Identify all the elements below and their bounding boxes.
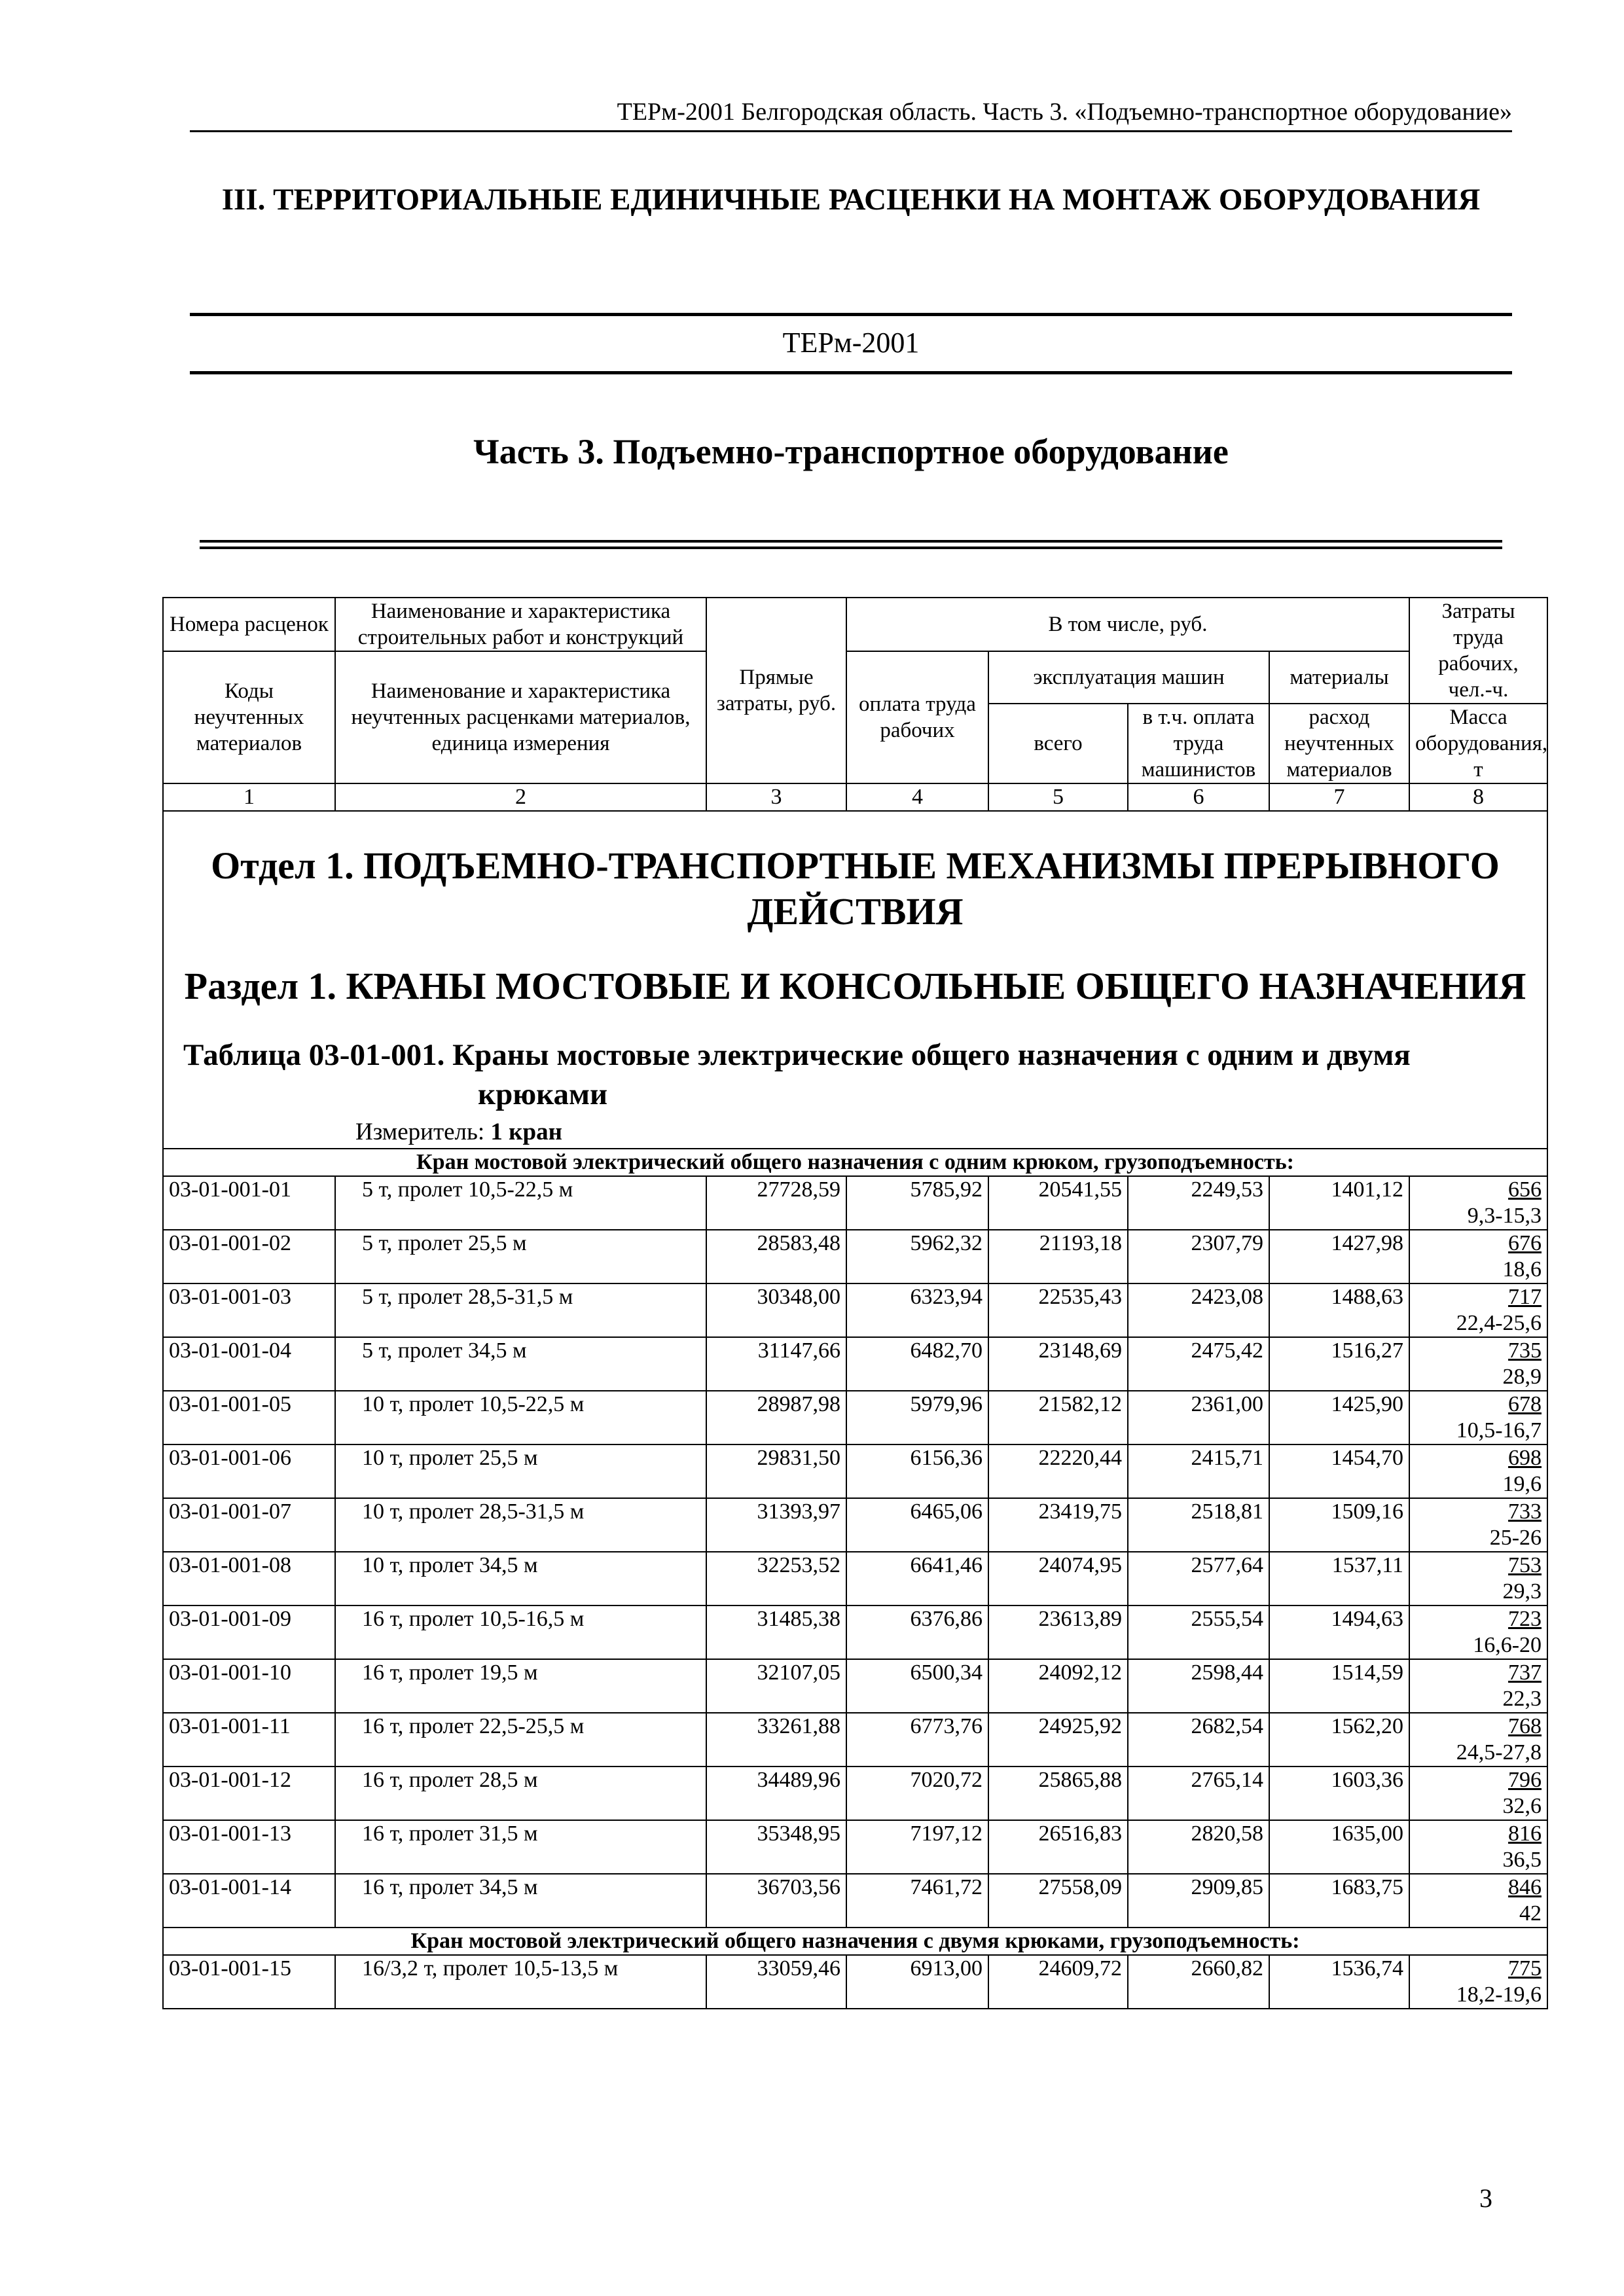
table-row <box>163 1498 1547 1552</box>
mass: 28,9 <box>1502 1365 1542 1389</box>
materials: 1454,70 <box>1269 1444 1409 1498</box>
razdel-title: Раздел 1. КРАНЫ МОСТОВЫЕ И КОНСОЛЬНЫЕ ОБЩЕГО НАЗНАЧЕНИЯ <box>184 965 1526 1007</box>
machines-header: эксплуатация машин <box>988 651 1269 704</box>
direct-costs: 28583,48 <box>706 1230 846 1283</box>
table-row <box>163 1391 1547 1444</box>
measure-label: Измеритель: <box>355 1119 485 1145</box>
rate-code: 03-01-001-08 <box>163 1552 335 1605</box>
materials: 1683,75 <box>1269 1874 1409 1928</box>
table-row <box>163 1337 1547 1391</box>
labor: 676 <box>1508 1231 1542 1255</box>
mass: 29,3 <box>1502 1579 1542 1604</box>
labor-mass <box>1409 1498 1547 1552</box>
machines-total: 20541,55 <box>988 1176 1128 1230</box>
mass: 22,4-25,6 <box>1456 1311 1542 1335</box>
machines-total: 24092,12 <box>988 1659 1128 1713</box>
rate-name: 5 т, пролет 25,5 м <box>335 1230 706 1283</box>
materials: 1494,63 <box>1269 1605 1409 1659</box>
labor-mass <box>1409 1767 1547 1820</box>
table-row <box>163 1659 1547 1713</box>
labor: 796 <box>1508 1768 1542 1792</box>
machines-wages: 2765,14 <box>1128 1767 1269 1820</box>
rate-name: 10 т, пролет 34,5 м <box>335 1552 706 1605</box>
machines-wages: 2307,79 <box>1128 1230 1269 1283</box>
machines-total: 21193,18 <box>988 1230 1128 1283</box>
direct-costs-header: Прямые затраты, руб. <box>706 598 846 783</box>
table-row <box>163 1713 1547 1767</box>
direct-costs: 28987,98 <box>706 1391 846 1444</box>
materials: 1536,74 <box>1269 1955 1409 2009</box>
machines-wages: 2555,54 <box>1128 1605 1269 1659</box>
table-title-line2: крюками <box>478 1077 608 1111</box>
direct-costs: 32253,52 <box>706 1552 846 1605</box>
double-rule <box>200 540 1502 549</box>
mass: 10,5-16,7 <box>1456 1418 1542 1443</box>
rate-name: 10 т, пролет 25,5 м <box>335 1444 706 1498</box>
materials: 1427,98 <box>1269 1230 1409 1283</box>
labor-mass <box>1409 1444 1547 1498</box>
section-title: III. ТЕРРИТОРИАЛЬНЫЕ ЕДИНИЧНЫЕ РАСЦЕНКИ НА МОНТАЖ ОБОРУДОВАНИЯ <box>221 183 1481 217</box>
labor: 717 <box>1508 1285 1542 1309</box>
wages: 5785,92 <box>846 1176 988 1230</box>
part-title: Часть 3. Подъемно-транспортное оборудование <box>473 432 1229 471</box>
labor-mass <box>1409 1820 1547 1874</box>
rate-code: 03-01-001-15 <box>163 1955 335 2009</box>
rate-name: 16 т, пролет 10,5-16,5 м <box>335 1605 706 1659</box>
direct-costs: 29831,50 <box>706 1444 846 1498</box>
including-header: В том числе, руб. <box>846 598 1409 651</box>
machines-wages: 2577,64 <box>1128 1552 1269 1605</box>
machines-total: 25865,88 <box>988 1767 1128 1820</box>
machines-wages: 2820,58 <box>1128 1820 1269 1874</box>
machines-total: 21582,12 <box>988 1391 1128 1444</box>
wages: 5962,32 <box>846 1230 988 1283</box>
table-title <box>169 1035 1542 1114</box>
col-number: 6 <box>1128 783 1269 811</box>
mass: 18,6 <box>1502 1257 1542 1282</box>
labor: 723 <box>1508 1607 1542 1631</box>
materials: 1603,36 <box>1269 1767 1409 1820</box>
rate-name: 5 т, пролет 10,5-22,5 м <box>335 1176 706 1230</box>
col-number: 3 <box>706 783 846 811</box>
machines-total: 22535,43 <box>988 1283 1128 1337</box>
rate-name: 16 т, пролет 22,5-25,5 м <box>335 1713 706 1767</box>
rate-code: 03-01-001-14 <box>163 1874 335 1928</box>
rate-code: 03-01-001-12 <box>163 1767 335 1820</box>
machines-total: 24074,95 <box>988 1552 1128 1605</box>
rate-name: 5 т, пролет 28,5-31,5 м <box>335 1283 706 1337</box>
labor-mass <box>1409 1230 1547 1283</box>
mass: 9,3-15,3 <box>1467 1204 1542 1228</box>
col2-top-header: Наименование и характеристика строительных работ и конструкций <box>335 598 706 651</box>
wages: 5979,96 <box>846 1391 988 1444</box>
mass: 19,6 <box>1502 1472 1542 1496</box>
machines-wages: 2682,54 <box>1128 1713 1269 1767</box>
wages: 7020,72 <box>846 1767 988 1820</box>
wages-header: оплата труда рабочих <box>846 651 988 783</box>
materials: 1635,00 <box>1269 1820 1409 1874</box>
rate-code: 03-01-001-03 <box>163 1283 335 1337</box>
measure-value: 1 кран <box>490 1119 562 1145</box>
machines-total: 23613,89 <box>988 1605 1128 1659</box>
machines-wages: 2249,53 <box>1128 1176 1269 1230</box>
materials: 1516,27 <box>1269 1337 1409 1391</box>
table-row <box>163 1605 1547 1659</box>
machines-wages: 2598,44 <box>1128 1659 1269 1713</box>
rate-code: 03-01-001-02 <box>163 1230 335 1283</box>
materials: 1425,90 <box>1269 1391 1409 1444</box>
materials: 1401,12 <box>1269 1176 1409 1230</box>
labor-mass <box>1409 1605 1547 1659</box>
labor: 775 <box>1508 1956 1542 1981</box>
labor: 768 <box>1508 1714 1542 1738</box>
rate-code: 03-01-001-09 <box>163 1605 335 1659</box>
wages: 6500,34 <box>846 1659 988 1713</box>
wages: 6376,86 <box>846 1605 988 1659</box>
direct-costs: 33059,46 <box>706 1955 846 2009</box>
labor-mass <box>1409 1713 1547 1767</box>
labor-mass <box>1409 1659 1547 1713</box>
division-title: Отдел 1. ПОДЪЕМНО-ТРАНСПОРТНЫЕ МЕХАНИЗМЫ ПРЕРЫВНОГО ДЕЙСТВИЯ <box>211 844 1500 933</box>
materials-sub-header: расход неучтенных материалов <box>1269 704 1409 783</box>
labor-mass <box>1409 1337 1547 1391</box>
wages: 7461,72 <box>846 1874 988 1928</box>
rate-name: 16 т, пролет 19,5 м <box>335 1659 706 1713</box>
machines-total: 26516,83 <box>988 1820 1128 1874</box>
machines-total: 24609,72 <box>988 1955 1128 2009</box>
labor-header: Затраты труда рабочих, чел.-ч. <box>1409 598 1547 704</box>
materials-header: материалы <box>1269 651 1409 704</box>
wages: 6323,94 <box>846 1283 988 1337</box>
wages: 6913,00 <box>846 1955 988 2009</box>
table-heading-cell <box>163 811 1547 1149</box>
machines-wages: 2423,08 <box>1128 1283 1269 1337</box>
mass: 24,5-27,8 <box>1456 1740 1542 1765</box>
labor: 698 <box>1508 1446 1542 1470</box>
rate-code: 03-01-001-01 <box>163 1176 335 1230</box>
rate-name: 5 т, пролет 34,5 м <box>335 1337 706 1391</box>
rate-name: 10 т, пролет 28,5-31,5 м <box>335 1498 706 1552</box>
labor: 816 <box>1508 1821 1542 1846</box>
table-row <box>163 1955 1547 2009</box>
materials: 1509,16 <box>1269 1498 1409 1552</box>
machines-wages: 2909,85 <box>1128 1874 1269 1928</box>
direct-costs: 33261,88 <box>706 1713 846 1767</box>
labor: 678 <box>1508 1392 1542 1416</box>
direct-costs: 35348,95 <box>706 1820 846 1874</box>
measure-unit <box>169 1117 1542 1148</box>
table-row <box>163 1552 1547 1605</box>
table-title-line1: Таблица 03-01-001. Краны мостовые электрические общего назначения с одним и двумя <box>183 1038 1411 1072</box>
labor-mass <box>1409 1874 1547 1928</box>
wages: 6482,70 <box>846 1337 988 1391</box>
rate-code: 03-01-001-13 <box>163 1820 335 1874</box>
materials: 1488,63 <box>1269 1283 1409 1337</box>
table-row <box>163 1176 1547 1230</box>
direct-costs: 31485,38 <box>706 1605 846 1659</box>
labor-mass <box>1409 1283 1547 1337</box>
page-number: 3 <box>1479 2183 1492 2213</box>
col2-bottom-header: Наименование и характеристика неучтенных расценками материалов, единица измерения <box>335 651 706 783</box>
col-number: 2 <box>335 783 706 811</box>
labor: 733 <box>1508 1499 1542 1524</box>
rate-name: 10 т, пролет 10,5-22,5 м <box>335 1391 706 1444</box>
table-row <box>163 1874 1547 1928</box>
direct-costs: 30348,00 <box>706 1283 846 1337</box>
wages: 7197,12 <box>846 1820 988 1874</box>
col-number: 4 <box>846 783 988 811</box>
machines-wages: 2518,81 <box>1128 1498 1269 1552</box>
mass: 16,6-20 <box>1473 1633 1542 1657</box>
machines-total-header: всего <box>988 704 1128 783</box>
direct-costs: 31147,66 <box>706 1337 846 1391</box>
materials: 1537,11 <box>1269 1552 1409 1605</box>
rate-code: 03-01-001-06 <box>163 1444 335 1498</box>
rate-name: 16 т, пролет 31,5 м <box>335 1820 706 1874</box>
direct-costs: 36703,56 <box>706 1874 846 1928</box>
wages: 6641,46 <box>846 1552 988 1605</box>
group-heading-one-hook: Кран мостовой электрический общего назначения с одним крюком, грузоподъемность: <box>163 1149 1547 1176</box>
rate-name: 16 т, пролет 28,5 м <box>335 1767 706 1820</box>
direct-costs: 31393,97 <box>706 1498 846 1552</box>
rates-table <box>162 597 1548 2009</box>
wages: 6156,36 <box>846 1444 988 1498</box>
machines-wages: 2660,82 <box>1128 1955 1269 2009</box>
table-row <box>163 1444 1547 1498</box>
labor: 846 <box>1508 1875 1542 1899</box>
col1-bottom-header: Коды неучтенных материалов <box>163 651 335 783</box>
rate-code: 03-01-001-07 <box>163 1498 335 1552</box>
rate-name: 16/3,2 т, пролет 10,5-13,5 м <box>335 1955 706 2009</box>
table-row <box>163 1283 1547 1337</box>
col-number: 1 <box>163 783 335 811</box>
mass: 42 <box>1519 1901 1542 1926</box>
machines-wages-header: в т.ч. оплата труда машинистов <box>1128 704 1269 783</box>
mass: 25-26 <box>1489 1526 1542 1550</box>
machines-total: 22220,44 <box>988 1444 1128 1498</box>
rate-code: 03-01-001-11 <box>163 1713 335 1767</box>
direct-costs: 32107,05 <box>706 1659 846 1713</box>
standard-code: ТЕРм-2001 <box>190 313 1512 374</box>
group-heading-two-hooks: Кран мостовой электрический общего назначения с двумя крюками, грузоподъемность: <box>163 1928 1547 1955</box>
machines-total: 23148,69 <box>988 1337 1128 1391</box>
labor-mass <box>1409 1955 1547 2009</box>
direct-costs: 34489,96 <box>706 1767 846 1820</box>
materials: 1514,59 <box>1269 1659 1409 1713</box>
rate-code: 03-01-001-04 <box>163 1337 335 1391</box>
col-number: 8 <box>1409 783 1547 811</box>
table-row <box>163 1230 1547 1283</box>
labor: 753 <box>1508 1553 1542 1577</box>
wages: 6773,76 <box>846 1713 988 1767</box>
machines-total: 24925,92 <box>988 1713 1128 1767</box>
rate-code: 03-01-001-05 <box>163 1391 335 1444</box>
col1-top-header: Номера расценок <box>163 598 335 651</box>
table-row <box>163 1767 1547 1820</box>
col-number: 7 <box>1269 783 1409 811</box>
mass: 32,6 <box>1502 1794 1542 1818</box>
rate-code: 03-01-001-10 <box>163 1659 335 1713</box>
machines-total: 27558,09 <box>988 1874 1128 1928</box>
table-row <box>163 1820 1547 1874</box>
labor-mass <box>1409 1176 1547 1230</box>
machines-wages: 2361,00 <box>1128 1391 1269 1444</box>
direct-costs: 27728,59 <box>706 1176 846 1230</box>
mass-header: Масса оборудования, т <box>1409 704 1547 783</box>
machines-wages: 2475,42 <box>1128 1337 1269 1391</box>
col-number: 5 <box>988 783 1128 811</box>
materials: 1562,20 <box>1269 1713 1409 1767</box>
labor-mass <box>1409 1391 1547 1444</box>
wages: 6465,06 <box>846 1498 988 1552</box>
machines-wages: 2415,71 <box>1128 1444 1269 1498</box>
running-header: ТЕРм-2001 Белгородская область. Часть 3. «Подъемно-транспортное оборудование» <box>190 95 1512 132</box>
mass: 36,5 <box>1502 1848 1542 1872</box>
mass: 18,2-19,6 <box>1456 1982 1542 2007</box>
labor: 656 <box>1508 1177 1542 1202</box>
labor: 735 <box>1508 1338 1542 1363</box>
mass: 22,3 <box>1502 1687 1542 1711</box>
labor: 737 <box>1508 1660 1542 1685</box>
labor-mass <box>1409 1552 1547 1605</box>
rate-name: 16 т, пролет 34,5 м <box>335 1874 706 1928</box>
machines-total: 23419,75 <box>988 1498 1128 1552</box>
